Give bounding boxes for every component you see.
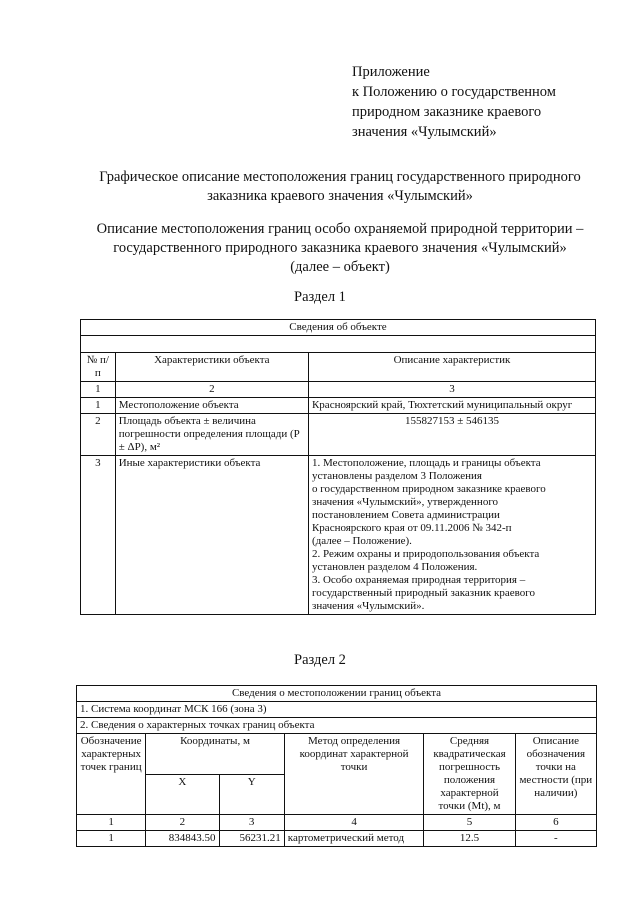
document-subtitle — [60, 220, 620, 277]
desc-line: государственный природный заказник краевого — [311, 587, 535, 599]
table-title-row — [77, 686, 597, 702]
point-id: 1 — [77, 831, 146, 847]
table-title-row — [81, 320, 596, 336]
title-line: Графическое описание местоположения границ государственного природного — [99, 169, 581, 185]
section1-label: Раздел 1 — [294, 289, 346, 305]
header-y: Y — [219, 774, 284, 815]
desc-line: установлен разделом 4 Положения. — [311, 561, 478, 573]
header-x: X — [146, 774, 219, 815]
col-number: 3 — [219, 815, 284, 831]
desc-line: (далее – Положение). — [311, 535, 412, 547]
col-number: 3 — [308, 382, 595, 398]
point-y: 56231.21 — [219, 831, 284, 847]
point-descr: - — [515, 831, 596, 847]
point-method: картометрический метод — [284, 831, 424, 847]
header-desc: Описание характеристик — [308, 353, 595, 382]
appendix-line: природном заказнике краевого — [352, 104, 542, 120]
appendix-line: Приложение — [352, 64, 430, 80]
col-number: 2 — [115, 382, 308, 398]
row-char: Иные характеристики объекта — [115, 456, 308, 615]
appendix-line: к Положению о государственном — [352, 84, 556, 100]
row-char: Местоположение объекта — [115, 398, 308, 414]
col-number: 2 — [146, 815, 219, 831]
row-num: 1 — [81, 398, 116, 414]
header-mse: Средняя квадратическая погрешность положения характерной точки (Mt), м — [424, 734, 515, 815]
document-title — [60, 168, 620, 206]
table-row — [81, 398, 596, 414]
table-row — [81, 414, 596, 456]
section2-label: Раздел 2 — [294, 652, 346, 668]
coord-system-row — [77, 702, 597, 718]
col-number: 5 — [424, 815, 515, 831]
row-desc: 155827153 ± 546135 — [308, 414, 595, 456]
desc-line: Красноярского края от 09.11.2006 № 342-п — [311, 522, 512, 534]
spacer-row — [81, 336, 596, 353]
table-title: Сведения о местоположении границ объекта — [77, 686, 597, 702]
row-desc — [308, 456, 595, 615]
header-designation: Обозначение характерных точек границ — [77, 734, 146, 815]
desc-line: значения «Чулымский». — [311, 600, 425, 612]
desc-line: постановлением Совета администрации — [311, 509, 500, 521]
title-line: заказника краевого значения «Чулымский» — [207, 188, 473, 204]
desc-line: 1. Местоположение, площадь и границы объекта — [311, 457, 541, 469]
table-row — [77, 831, 597, 847]
table-row — [81, 456, 596, 615]
subtitle-line: Описание местоположения границ особо охраняемой природной территории – — [96, 221, 584, 237]
appendix-line: значения «Чулымский» — [352, 124, 497, 140]
column-number-row — [81, 382, 596, 398]
object-info-table — [80, 319, 596, 615]
col-number: 6 — [515, 815, 596, 831]
coord-system: 1. Система координат МСК 166 (зона 3) — [77, 702, 597, 718]
spacer-cell — [81, 336, 596, 353]
header-row — [77, 734, 597, 775]
table-title: Сведения об объекте — [81, 320, 596, 336]
desc-line: установлены разделом 3 Положения — [311, 470, 482, 482]
desc-line: значения «Чулымский», утвержденного — [311, 496, 499, 508]
point-mse: 12.5 — [424, 831, 515, 847]
row-num: 2 — [81, 414, 116, 456]
column-number-row — [77, 815, 597, 831]
row-desc: Красноярский край, Тюхтетский муниципальный округ — [308, 398, 595, 414]
header-char: Характеристики объекта — [115, 353, 308, 382]
header-num: № п/п — [81, 353, 116, 382]
header-row — [81, 353, 596, 382]
subtitle-line: (далее – объект) — [290, 259, 390, 275]
point-x: 834843.50 — [146, 831, 219, 847]
col-number: 4 — [284, 815, 424, 831]
header-method: Метод определения координат характерной точки — [284, 734, 424, 815]
header-descr: Описание обозначения точки на местности (при наличии) — [515, 734, 596, 815]
subtitle-line: государственного природного заказника краевого значения «Чулымский» — [113, 240, 567, 256]
row-char: Площадь объекта ± величина погрешности определения площади (P ± ΔP), м² — [115, 414, 308, 456]
points-info: 2. Сведения о характерных точках границ объекта — [77, 718, 597, 734]
col-number: 1 — [81, 382, 116, 398]
boundary-points-table — [76, 685, 597, 847]
desc-line: 2. Режим охраны и природопользования объекта — [311, 548, 540, 560]
col-number: 1 — [77, 815, 146, 831]
appendix-note — [352, 62, 556, 142]
desc-line: о государственном природном заказнике краевого — [311, 483, 546, 495]
desc-line: 3. Особо охраняемая природная территория – — [311, 574, 526, 586]
header-coords: Координаты, м — [146, 734, 285, 775]
row-num: 3 — [81, 456, 116, 615]
points-info-row — [77, 718, 597, 734]
